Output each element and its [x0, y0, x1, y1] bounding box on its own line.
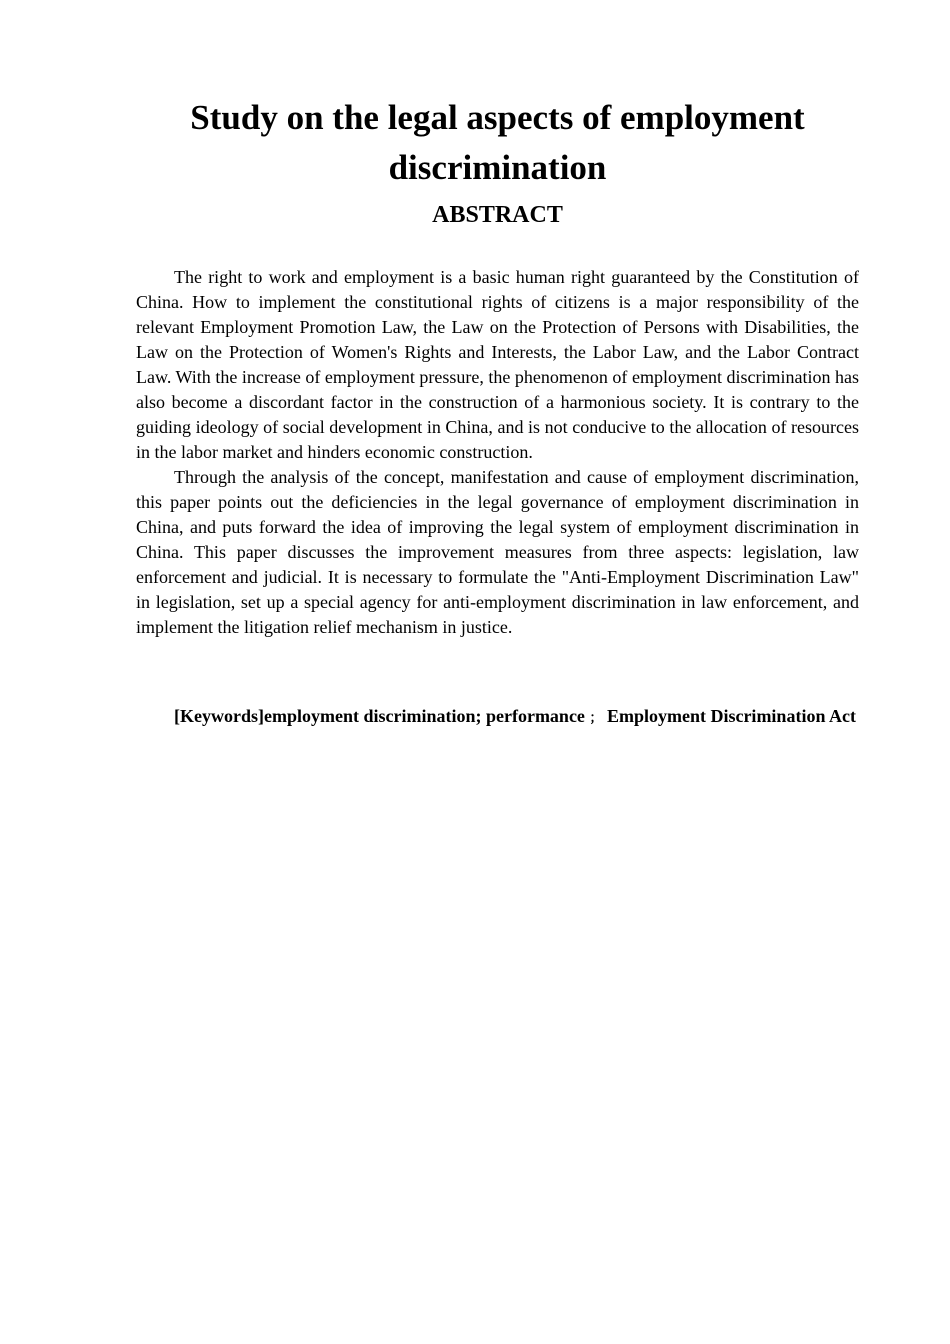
abstract-body: [136, 265, 859, 640]
abstract-heading: ABSTRACT: [432, 202, 563, 228]
abstract-paragraph-2: Through the analysis of the concept, manifestation and cause of employment discrimination, this paper points out the deficiencies in the legal governance of employment discrimination in China, and puts forward the idea of improving the legal system of employment discrimination in China. This paper discusses the improvement measures from three aspects: legislation, law enforcement and judicial. It is necessary to formulate the "Anti-Employment Discrimination Law" in legislation, set up a special agency for anti-employment discrimination in law enforcement, and implement the litigation relief mechanism in justice.: [136, 467, 859, 637]
abstract-paragraph-1: The right to work and employment is a basic human right guaranteed by the Constitution of China. How to implement the constitutional rights of citizens is a major responsibility of the relevant Employment Promotion Law, the Law on the Protection of Persons with Disabilities, the Law on the Protection of Women's Rights and Interests, the Labor Law, and the Labor Contract Law. With the increase of employment pressure, the phenomenon of employment discrimination has also become a discordant factor in the construction of a harmonious society. It is contrary to the guiding ideology of social development in China, and is not conducive to the allocation of resources in the labor market and hinders economic construction.: [136, 267, 859, 462]
keywords-label: [Keywords]: [174, 706, 264, 726]
keywords-separator: ；: [589, 710, 603, 725]
page-title: Study on the legal aspects of employment discrimination: [190, 98, 805, 187]
keywords-line: [136, 698, 859, 736]
keywords-second: Employment Discrimination Act: [606, 706, 856, 726]
keywords-first: employment discrimination; performance: [263, 706, 585, 726]
